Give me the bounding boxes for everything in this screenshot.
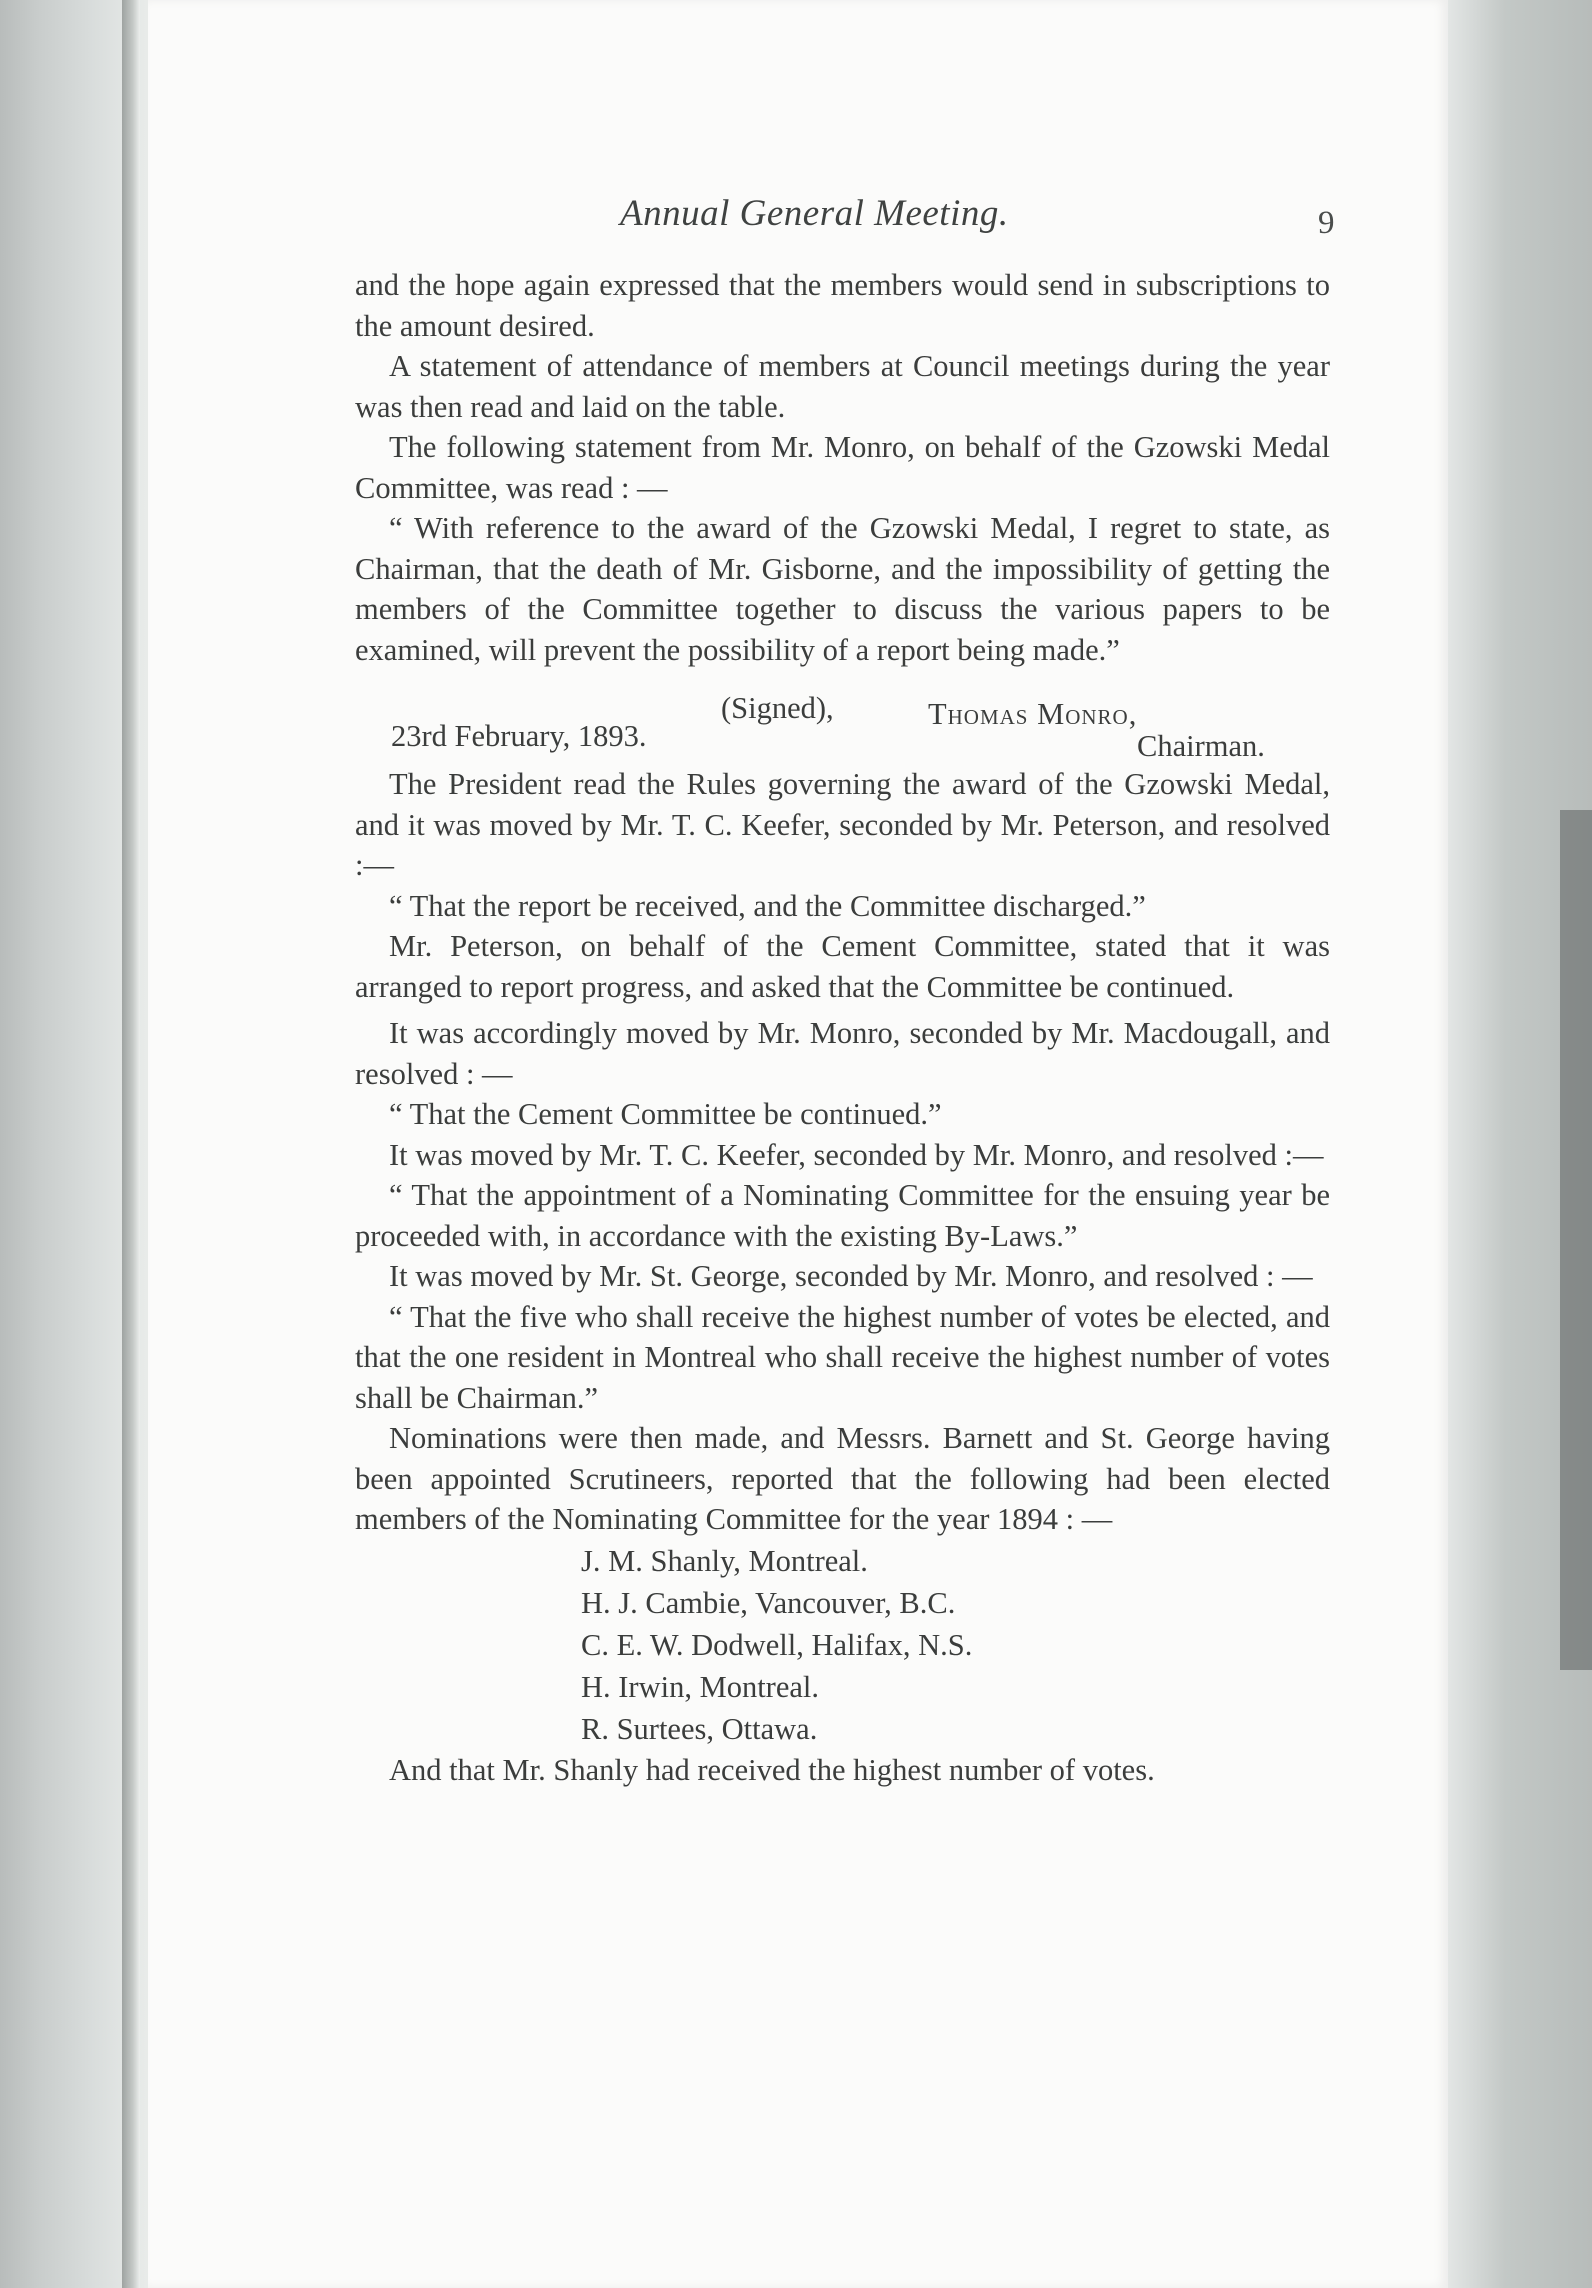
signature-name: Thomas Monro, (928, 697, 1138, 731)
resolution-quote: “ That the five who shall receive the highest number of votes be elected, and that the one resident in Montreal who shall receive the highest number of votes shall be Chairman.” (355, 1299, 1330, 1415)
paragraph: And that Mr. Shanly had received the highest number of votes. (389, 1752, 1155, 1787)
paragraph: A statement of attendance of members at Council meetings during the year was then read and laid on the table. (355, 349, 1330, 424)
resolution-quote: “ That the appointment of a Nominating Committee for the ensuing year be proceeded with, in accordance with the existing By-Laws.” (355, 1178, 1330, 1253)
signature-date: 23rd February, 1893. (391, 719, 647, 753)
resolution-quote: “ That the report be received, and the Committee discharged.” (389, 888, 1146, 923)
signature-block (355, 678, 1330, 764)
nominee-item: C. E. W. Dodwell, Halifax, N.S. (581, 1627, 973, 1662)
paragraph: Nominations were then made, and Messrs. Barnett and St. George having been appointed Scrutineers, reported that the following had been elected members of the Nominating Committee for the year 1894 : — (355, 1421, 1330, 1536)
page-edge-shadow (1560, 810, 1592, 1670)
quoted-statement: “ With reference to the award of the Gzowski Medal, I regret to state, as Chairman, that the death of Mr. Gisborne, and the impossibility of getting the members of the Committee together to discuss the various papers to be examined, will prevent the possibility of a report being made.” (355, 511, 1330, 667)
signature-title: Chairman. (1137, 729, 1265, 763)
nominee-item: H. Irwin, Montreal. (581, 1669, 820, 1704)
paragraph: It was moved by Mr. St. George, seconded by Mr. Monro, and resolved : — (389, 1259, 1313, 1293)
nominee-item: H. J. Cambie, Vancouver, B.C. (581, 1585, 956, 1620)
resolution-quote: “ That the Cement Committee be continued.” (389, 1097, 942, 1131)
page-number: 9 (1318, 205, 1335, 241)
signature-signed-label: (Signed), (721, 691, 834, 725)
paragraph: The President read the Rules governing the award of the Gzowski Medal, and it was moved by Mr. T. C. Keefer, seconded by Mr. Peterson, and resolved :— (355, 767, 1330, 882)
paragraph: It was accordingly moved by Mr. Monro, seconded by Mr. Macdougall, and resolved : — (355, 1016, 1330, 1091)
paragraph: and the hope again expressed that the members would send in subscriptions to the amount desired. (355, 268, 1330, 343)
nominee-item: R. Surtees, Ottawa. (581, 1711, 818, 1746)
nominee-list (355, 1540, 1330, 1750)
nominee-item: J. M. Shanly, Montreal. (581, 1543, 868, 1578)
paragraph: The following statement from Mr. Monro, on behalf of the Gzowski Medal Committee, was read : — (355, 430, 1330, 505)
running-head: Annual General Meeting. (620, 193, 1009, 234)
binding-shadow (122, 0, 140, 2288)
paragraph: Mr. Peterson, on behalf of the Cement Committee, stated that it was arranged to report progress, and asked that the Committee be continued. (355, 929, 1330, 1004)
paragraph: It was moved by Mr. T. C. Keefer, seconded by Mr. Monro, and resolved :— (389, 1137, 1324, 1172)
page-body (355, 265, 1330, 1790)
